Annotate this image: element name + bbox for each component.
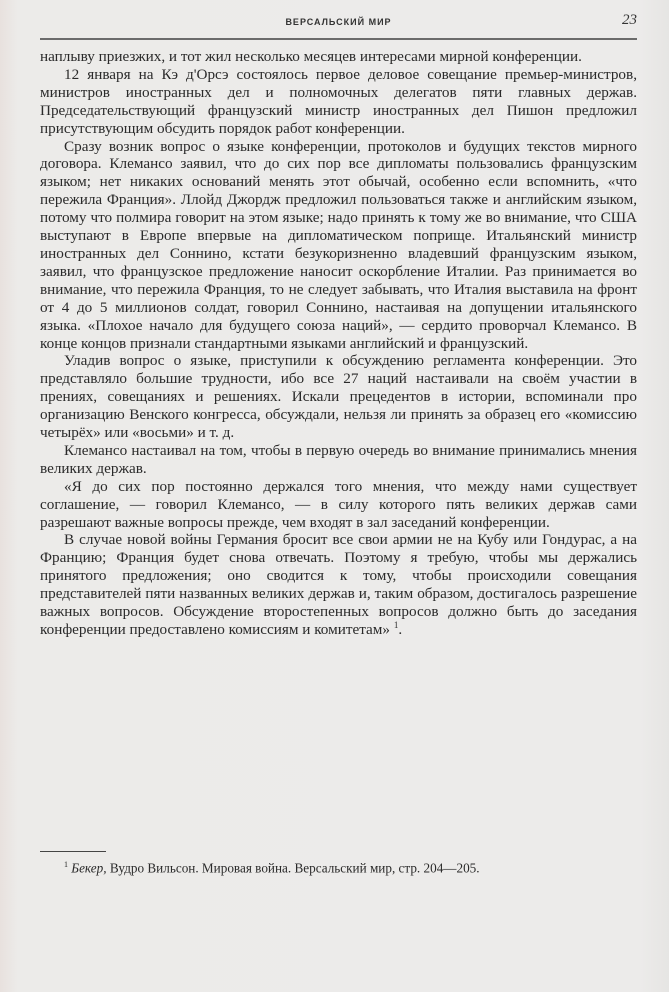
footnote-rule bbox=[40, 851, 106, 852]
paragraph-trailing-punct: . bbox=[398, 621, 403, 638]
paragraph-clemenceau-insisted: Клемансо настаивал на том, чтобы в первую очередь во внимание принимались мнения великих держав. bbox=[40, 441, 637, 477]
paragraph-new-war bbox=[40, 531, 637, 638]
paragraph-new-war-text: В случае новой войны Германия бросит все свои армии не на Кубу или Гондурас, а на Францию; Франция будет снова отвечать. Поэтому я требую, чтобы мы держались принятого предложения; оно сводится к тому, чтобы происходили совещания представителей пяти названных великих держав и, таким образом, достигалось разрешение важных вопросов. Обсуждение второстепенных вопросов должно быть до заседания конференции предоставлено комиссиям и комитетам» bbox=[40, 531, 637, 638]
body-text bbox=[40, 48, 637, 639]
page-number: 23 bbox=[622, 12, 637, 28]
footnote-text: Вудро Вильсон. Мировая война. Версальский мир, стр. 204—205. bbox=[106, 860, 480, 876]
running-head bbox=[40, 12, 637, 34]
footnote bbox=[40, 857, 607, 876]
running-title: ВЕРСАЛЬСКИЙ МИР bbox=[285, 17, 392, 27]
paragraph-clemenceau-quote: «Я до сих пор постоянно держался того мнения, что между нами существует соглашение, — говорил Клемансо, — в силу которого пять великих держав сами разрешают важные вопросы прежде, чем входят в зал заседаний конференции. bbox=[40, 477, 637, 531]
footnote-reference[interactable]: 1 bbox=[393, 619, 399, 630]
footnote-mark: 1 bbox=[64, 860, 68, 869]
header-rule bbox=[40, 38, 637, 40]
footnote-author: Бекер, bbox=[71, 860, 107, 876]
paragraph-first-meeting: 12 января на Кэ д'Орсэ состоялось первое деловое совещание премьер-министров, министров иностранных дел и полномочных делегатов пяти главных держав. Председательствующий французский министр иностранных дел Пишон предложил присутствующим обсудить порядок работ конференции. bbox=[40, 65, 637, 137]
paragraph-regulations: Уладив вопрос о языке, приступили к обсуждению регламента конференции. Это представляло большие трудности, ибо все 27 наций настаивали на своём участии в прениях, совещаниях и решениях. Искали прецедентов в истории, вспоминали про организацию Венского конгресса, обсуждали, нельзя ли принять за образец его «комиссию четырёх» или «восьми» и т. д. bbox=[40, 352, 637, 442]
footnote-entry bbox=[40, 857, 607, 876]
paragraph-language-question: Сразу возник вопрос о языке конференции, протоколов и будущих текстов мирного договора. Клемансо заявил, что до сих пор все дипломаты пользовались французским языком; нет никаких оснований менять этот обычай, особенно если вспомнить, «что пережила Франция». Ллойд Джордж предложил пользоваться также и английским языком, потому что полмира говорит на этом языке; надо принять к тому же во внимание, что США выступают в Европе впервые на дипломатическом поприще. Итальянский министр иностранных дел Соннино, кстати безукоризненно владевший французским языком, заявил, что французское предложение наносит оскорбление Италии. Раз принимается во внимание, что пережила Франция, то не следует забывать, что Италия выставила на фронт от 4 до 5 миллионов солдат, говорил Соннино, настаивая на допущении итальянского языка. «Плохое начало для будущего союза наций», — сердито проворчал Клемансо. В конце концов признали стандартными языками английский и французский. bbox=[40, 137, 637, 352]
paragraph-continuation: наплыву приезжих, и тот жил несколько месяцев интересами мирной конференции. bbox=[40, 48, 582, 65]
